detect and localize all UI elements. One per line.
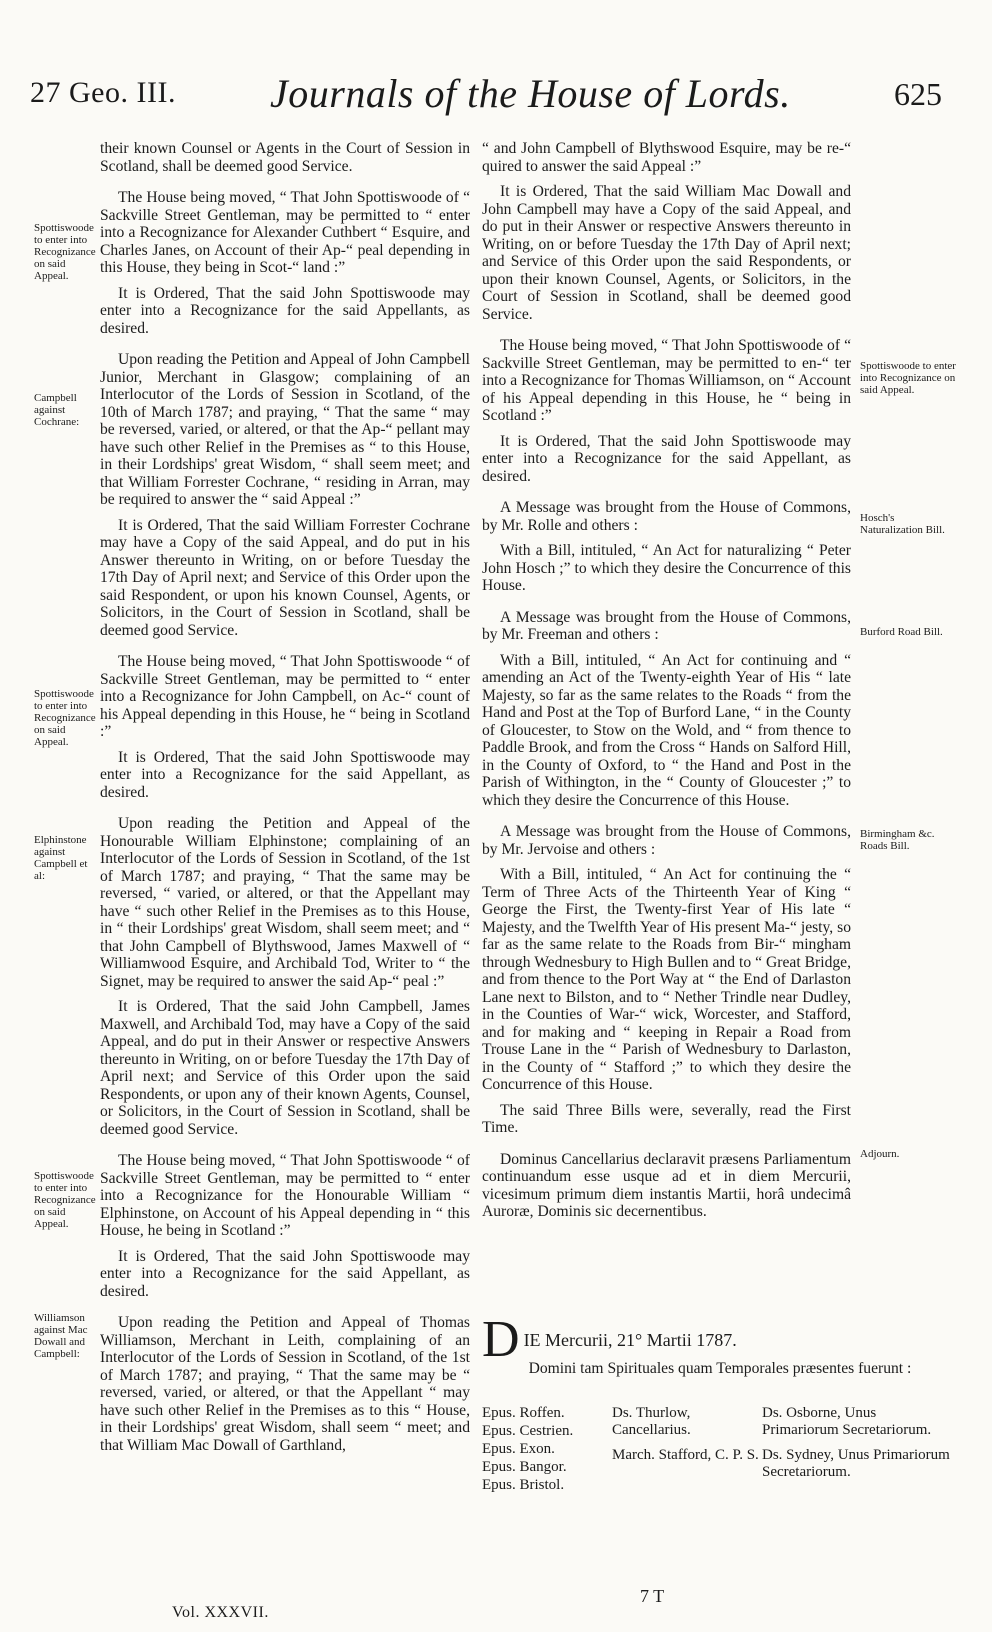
paragraph: With a Bill, intituled, “ An Act for continuing the “ Term of Three Acts of the Thirteenth Year of King “ George the First, the Twenty-first Year of His late “ Majesty, and the Twelfth Year of His present Ma-“ jesty, so far as the same relate to the Roads from Bir-“ mingham through Wednesbury to High Bullen and to “ Great Bridge, and from thence to the Port Way at “ the End of Darlaston Lane next to Bilston, and to “ Nether Trindle near Dudley, in the Counties of War-“ wick, Worcester, and Stafford, and for making and “ keeping in Repair a Road from Trouse Lane in the “ Parish of Wednesbury to Darlaston, in the County of “ Stafford ;” to which they desire the Concurrence of this House. [482,866,851,1093]
left-column [100,140,470,1462]
margin-note: Adjourn. [860,1148,900,1160]
paragraph: their known Counsel or Agents in the Court of Session in Scotland, shall be deemed good Service. [100,140,470,175]
day-heading-text: IE Mercurii, 21° Martii 1787. [523,1330,737,1350]
paragraph: It is Ordered, That the said John Spottiswoode may enter into a Recognizance for the said Appellants, as desired. [100,284,470,337]
attendance-col-secretaries [762,1405,952,1482]
paragraph: With a Bill, intituled, “ An Act for continuing and “ amending an Act of the Twenty-eighth Year of His “ late Majesty, so far as the same relates to the Roads “ from the Hand and Post at the Top of Burford Lane, “ in the County of Gloucester, to Stow on the Wold, and “ from thence to Paddle Brook, and from the Cross “ Hands on Salford Hill, in the County of Oxford, to “ the Hand and Post in the Parish of Withington, in the “ County of Gloucester ;” to which they desire the Concurrence of this House. [482,651,851,809]
paragraph: With a Bill, intituled, “ An Act for naturalizing “ Peter John Hosch ;” to which they desire the Concurrence of this House. [482,542,851,594]
attendance-col-bishops [482,1405,602,1495]
margin-note: Spottiswoode to enter into Recognizance on said Appeal. [34,222,96,282]
paragraph: A Message was brought from the House of Commons, by Mr. Jervoise and others : [482,823,851,858]
margin-note: Spottiswoode to enter into Recognizance on said Appeal. [860,360,956,396]
page-header [30,71,942,134]
margin-note: Elphinstone against Campbell et al: [34,834,88,882]
paragraph: It is Ordered, That the said John Campbell, James Maxwell, and Archibald Tod, may have a Copy of the said Appeal, and do put in their Answer or respective Answers thereunto in Writing, on or before Tuesday the 17th Day of April next; and Service of this Order upon the said Respondents, or upon any of their known Agents, Counsel, or Solicitors, in the Court of Session in Scotland, shall be deemed good Service. [100,998,470,1138]
drop-cap: D [482,1311,520,1368]
paragraph: It is Ordered, That the said John Spottiswoode may enter into a Recognizance for the said Appellant, as desired. [100,748,470,801]
paragraph: “ and John Campbell of Blythswood Esquire, may be re-“ quired to answer the said Appeal :” [482,140,851,175]
paragraph: Upon reading the Petition and Appeal of John Campbell Junior, Merchant in Glasgow; complaining of an Interlocutor of the Lords of Session in Scotland, of the 10th of March 1787; and praying, “ That the same “ may be reversed, varied, or altered, or that the Ap-“ pellant may have such other Relief in the Premises as “ to this House, in their Lordships' great Wisdom, “ shall seem meet; and that William Forrester Cochrane, “ residing in Arran, may be required to answer the “ said Appeal :” [100,351,470,508]
attendance-intro: Domini tam Spirituales quam Temporales præsentes fuerunt : [528,1360,912,1377]
paragraph: It is Ordered, That the said John Spottiswoode may enter into a Recognizance for the said Appellant, as desired. [100,1247,470,1300]
signature-mark: 7 T [640,1586,665,1606]
paragraph: Upon reading the Petition and Appeal of the Honourable William Elphinstone; complaining of an Interlocutor of the Lords of Session in Scotland, of the 1st of March 1787; and praying, “ That the same may be reversed, “ varied, or altered, or that the Appellant may have “ such other Relief in the Premises as to this House, in “ their Lordships' great Wisdom, shall seem meet; and “ that John Campbell of Blythswood, James Maxwell of “ Williamwood Esquire, and Archibald Tod, Writer to “ the Signet, may be required to answer the said Ap-“ peal :” [100,815,470,990]
attendee: Epus. Bangor. [482,1459,567,1475]
paragraph: A Message was brought from the House of Commons, by Mr. Freeman and others : [482,608,851,643]
margin-note: Spottiswoode to enter into Recognizance on said Appeal. [34,1170,96,1230]
paragraph: It is Ordered, That the said John Spottiswoode may enter into a Recognizance for the said Appellant, as desired. [482,432,851,485]
paragraph: It is Ordered, That the said William Mac Dowall and John Campbell may have a Copy of the said Appeal, and do put in their Answer or respective Answers thereunto in Writing, on or before Tuesday the 17th Day of April next; and Service of this Order upon the said Respondents, or upon their known Counsel, Agents, or Solicitors, in the Court of Session in Scotland, shall be deemed good Service. [482,183,851,323]
paragraph: It is Ordered, That the said William Forrester Cochrane may have a Copy of the said Appeal, and do put in his Answer thereunto in Writing, on or before Tuesday the 17th Day of April next; and Service of this Order upon the said Respondent, or upon his known Counsel, Agents, or Solicitors, in the Court of Session in Scotland, shall be deemed good Service. [100,516,470,639]
right-column [482,140,851,1229]
attendee: Epus. Bristol. [482,1477,565,1493]
attendee: March. Stafford, C. P. S. [612,1447,759,1463]
attendee: Ds. Thurlow, Cancellarius. [612,1405,691,1438]
day-heading [482,1311,942,1368]
attendee: Ds. Sydney, Unus Primariorum Secretariorum. [762,1447,950,1480]
attendee: Ds. Osborne, Unus Primariorum Secretariorum. [762,1405,932,1438]
margin-note: Williamson against Mac Dowall and Campbell: [34,1312,88,1360]
regnal-year: 27 Geo. III. [30,76,176,109]
attendee: Epus. Exon. [482,1441,555,1457]
paragraph: The House being moved, “ That John Spottiswoode “ of Sackville Street Gentleman, may be permitted to “ enter into a Recognizance for John Campbell, on Ac-“ count of his Appeal depending in this House, he “ being in Scotland :” [100,653,470,740]
paragraph: A Message was brought from the House of Commons, by Mr. Rolle and others : [482,499,851,534]
paragraph: The House being moved, “ That John Spottiswoode of “ Sackville Street Gentleman, may be permitted to “ enter into a Recognizance for Alexander Cuthbert “ Esquire, and Charles Janes, on Account of their Ap-“ peal depending in this House, they being in Scot-“ land :” [100,189,470,276]
page-number: 625 [894,76,942,112]
volume-number: Vol. XXXVII. [172,1604,269,1621]
margin-note: Birmingham &c. Roads Bill. [860,828,935,852]
attendee: Epus. Roffen. [482,1405,565,1421]
margin-note: Spottiswoode to enter into Recognizance on said Appeal. [34,688,96,748]
paragraph: Dominus Cancellarius declaravit præsens Parliamentum continuandum esse usque ad et in diem Mercurii, vicesimum primum diem instantis Martii, horâ undecimâ Auroræ, Dominis sic decernentibus. [482,1150,851,1220]
attendance-col-officers [612,1405,762,1465]
margin-note: Campbell against Cochrane: [34,392,80,428]
paragraph: The said Three Bills were, severally, read the First Time. [482,1101,851,1136]
journal-title: Journals of the House of Lords. [270,71,791,116]
paragraph: The House being moved, “ That John Spottiswoode “ of Sackville Street Gentleman, may be permitted to “ enter into a Recognizance for the Honourable William “ Elphinstone, on Account of his Appeal depending in “ this House, he being in Scotland :” [100,1152,470,1239]
margin-note: Hosch's Naturalization Bill. [860,512,945,536]
margin-note: Burford Road Bill. [860,626,943,638]
paragraph: Upon reading the Petition and Appeal of Thomas Williamson, Merchant in Leith, complaining of an Interlocutor of the Lords of Session in Scotland, of the 1st of March 1787; and praying, “ That the same may be “ reversed, varied, or altered, or that the Appellant “ may have such other Relief in the Premises as to this “ House, in their Lordships' great Wisdom, shall seem “ meet; and that William Mac Dowall of Garthland, [100,1314,470,1454]
paragraph: The House being moved, “ That John Spottiswoode of “ Sackville Street Gentleman, may be permitted to en-“ ter into a Recognizance for Thomas Williamson, on “ Account of his Appeal depending in this House, he “ being in Scotland :” [482,337,851,424]
attendee: Epus. Cestrien. [482,1423,574,1439]
